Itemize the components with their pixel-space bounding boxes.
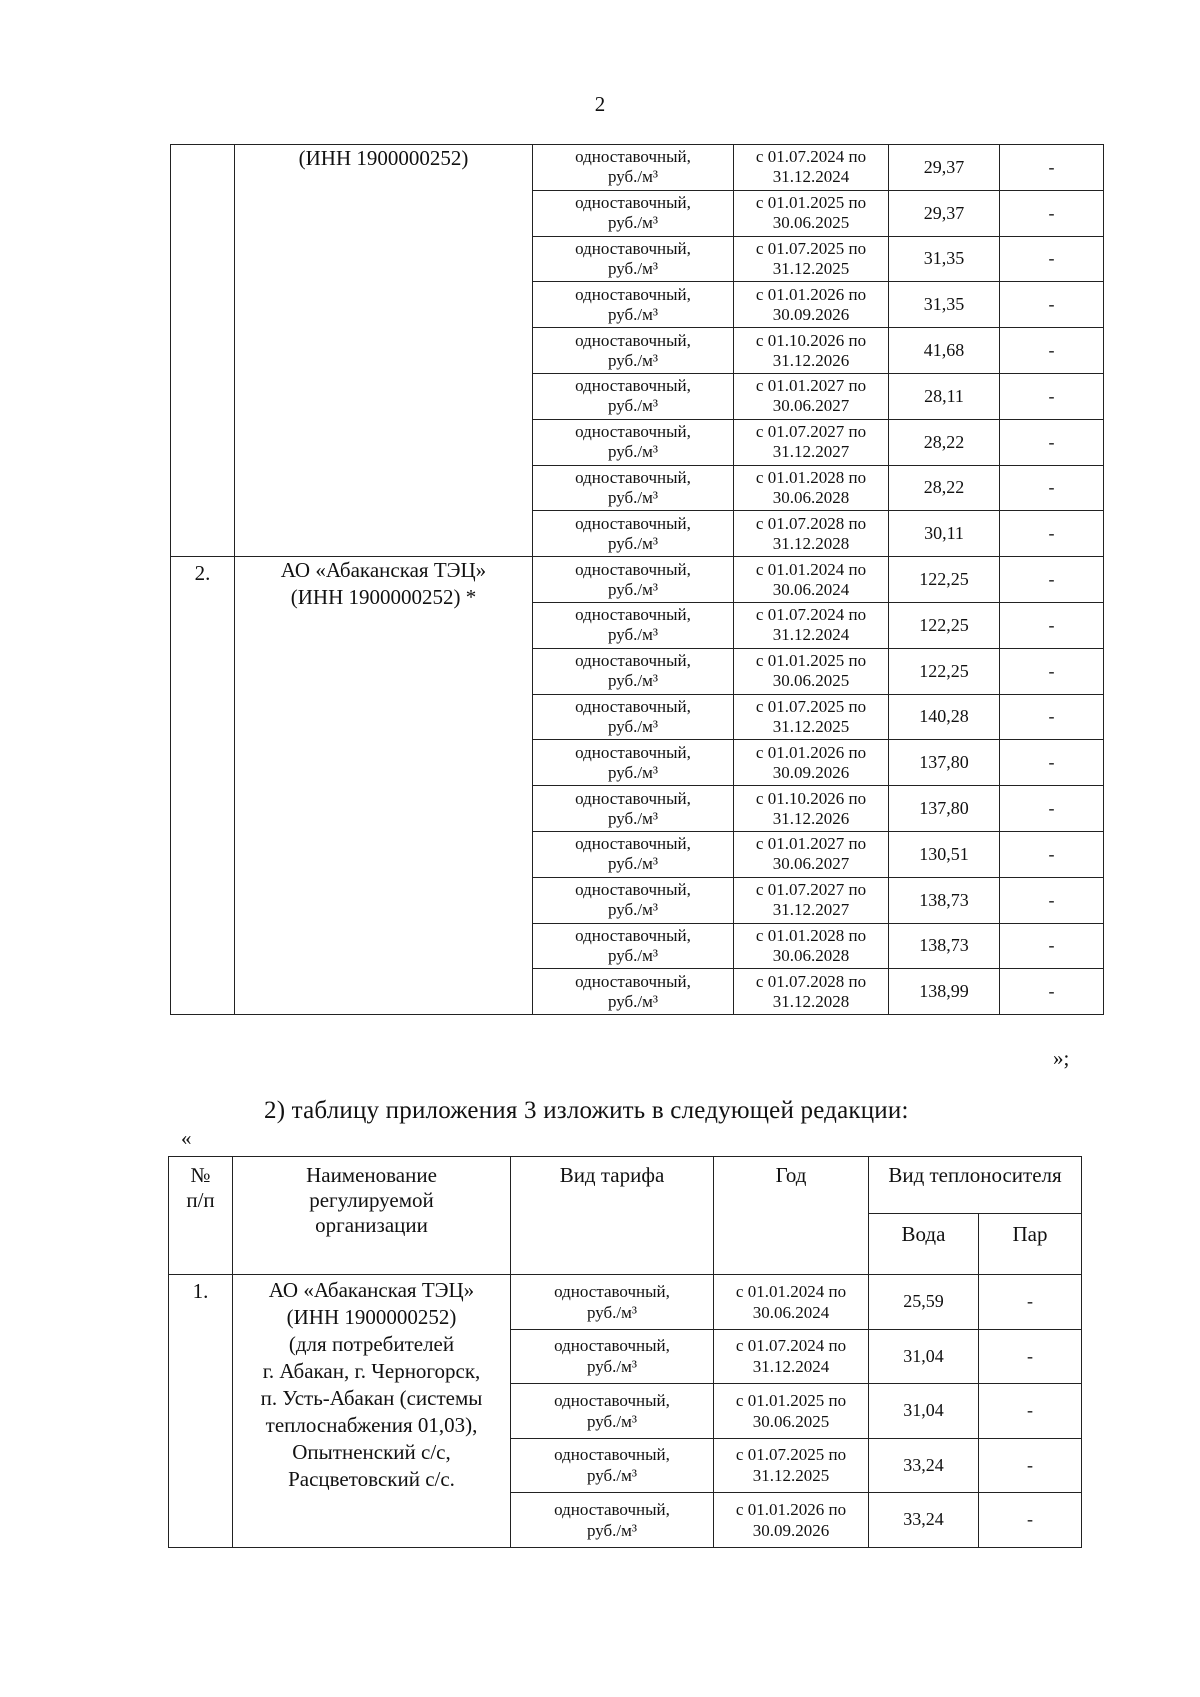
table-row	[171, 557, 1104, 603]
tariff-period	[714, 1329, 869, 1384]
tariff-type	[533, 740, 734, 786]
period-end: 31.12.2026	[772, 808, 850, 828]
steam-tariff: -	[1000, 145, 1104, 191]
tariff-period	[734, 328, 889, 374]
period-start: с 01.01.2024 по	[735, 1281, 847, 1301]
period-start: с 01.01.2028 по	[755, 467, 867, 487]
tariff-type	[533, 282, 734, 328]
tariff-type-text: одноставочный,	[575, 147, 691, 167]
period-end: 30.06.2024	[772, 579, 850, 599]
tariff-unit: руб./м³	[607, 808, 659, 828]
appendix-3-table	[168, 1156, 1082, 1548]
tariff-unit: руб./м³	[607, 625, 659, 645]
period-start: с 01.01.2025 по	[755, 193, 867, 213]
organization-name-line: (ИНН 1900000252)	[286, 1305, 457, 1329]
tariff-period	[714, 1384, 869, 1439]
period-end: 31.12.2024	[772, 625, 850, 645]
tariff-unit: руб./м³	[607, 350, 659, 370]
tariff-period	[734, 465, 889, 511]
period-start: с 01.07.2027 по	[755, 422, 867, 442]
period-start: с 01.10.2026 по	[755, 788, 867, 808]
tariff-period	[714, 1275, 869, 1330]
tariff-unit: руб./м³	[586, 1520, 638, 1540]
tariff-period	[734, 694, 889, 740]
tariff-type	[533, 923, 734, 969]
tariff-type	[533, 877, 734, 923]
steam-tariff: -	[1000, 419, 1104, 465]
steam-tariff: -	[1000, 373, 1104, 419]
tariff-type-text: одноставочный,	[575, 467, 691, 487]
tariff-unit: руб./м³	[586, 1302, 638, 1322]
instruction-text: 2) таблицу приложения 3 изложить в следующей редакции:	[264, 1097, 909, 1124]
tariff-type	[533, 373, 734, 419]
period-end: 31.12.2027	[772, 900, 850, 920]
header-num-line: №	[190, 1163, 211, 1187]
steam-tariff: -	[1000, 786, 1104, 832]
tariff-type-text: одноставочный,	[575, 559, 691, 579]
tariff-type-text: одноставочный,	[575, 330, 691, 350]
tariff-unit: руб./м³	[607, 945, 659, 965]
period-end: 30.06.2028	[772, 487, 850, 507]
closing-quote: »;	[1053, 1046, 1070, 1070]
tariff-unit: руб./м³	[607, 304, 659, 324]
tariff-type	[533, 969, 734, 1015]
tariff-type	[511, 1493, 714, 1548]
tariff-period	[734, 602, 889, 648]
period-start: с 01.01.2026 по	[735, 1499, 847, 1519]
period-start: с 01.07.2025 по	[735, 1445, 847, 1465]
tariff-type	[533, 145, 734, 191]
organization-name-line: г. Абакан, г. Черногорск,	[262, 1359, 481, 1383]
water-tariff: 137,80	[889, 740, 1000, 786]
steam-tariff: -	[979, 1438, 1082, 1493]
tariff-type-text: одноставочный,	[575, 376, 691, 396]
water-tariff: 33,24	[869, 1438, 979, 1493]
water-tariff: 137,80	[889, 786, 1000, 832]
steam-tariff: -	[1000, 969, 1104, 1015]
steam-tariff: -	[1000, 740, 1104, 786]
tariff-period	[734, 969, 889, 1015]
tariff-type	[533, 465, 734, 511]
tariff-type	[533, 786, 734, 832]
tariff-type-text: одноставочный,	[575, 696, 691, 716]
tariff-type	[533, 190, 734, 236]
steam-tariff: -	[1000, 923, 1104, 969]
tariff-unit: руб./м³	[586, 1357, 638, 1377]
steam-tariff: -	[1000, 236, 1104, 282]
water-tariff: 122,25	[889, 648, 1000, 694]
header-steam: Пар	[979, 1214, 1082, 1275]
period-end: 31.12.2025	[772, 716, 850, 736]
tariff-type-text: одноставочный,	[575, 971, 691, 991]
period-end: 30.06.2025	[772, 213, 850, 233]
water-tariff: 29,37	[889, 190, 1000, 236]
tariff-period	[734, 419, 889, 465]
period-start: с 01.07.2027 по	[755, 880, 867, 900]
period-start: с 01.01.2026 по	[755, 284, 867, 304]
row-number	[171, 145, 235, 557]
tariff-type-text: одноставочный,	[575, 788, 691, 808]
header-org-line: организации	[315, 1213, 428, 1237]
tariff-type-text: одноставочный,	[575, 651, 691, 671]
steam-tariff: -	[1000, 602, 1104, 648]
tariff-period	[734, 145, 889, 191]
table-row	[171, 145, 1104, 191]
tariff-type-text: одноставочный,	[575, 422, 691, 442]
tariff-type	[511, 1275, 714, 1330]
tariff-period	[734, 648, 889, 694]
period-end: 30.06.2024	[752, 1302, 830, 1322]
tariff-unit: руб./м³	[607, 716, 659, 736]
organization-name-line: п. Усть-Абакан (системы	[260, 1386, 483, 1410]
tariff-type-text: одноставочный,	[575, 238, 691, 258]
water-tariff: 28,22	[889, 465, 1000, 511]
header-num	[169, 1157, 233, 1275]
period-start: с 01.01.2026 по	[755, 742, 867, 762]
water-tariff: 30,11	[889, 511, 1000, 557]
period-start: с 01.07.2024 по	[735, 1336, 847, 1356]
tariff-unit: руб./м³	[607, 762, 659, 782]
period-start: с 01.07.2024 по	[755, 605, 867, 625]
period-end: 30.09.2026	[752, 1520, 830, 1540]
tariff-type	[511, 1438, 714, 1493]
water-tariff: 138,99	[889, 969, 1000, 1015]
water-tariff: 31,35	[889, 282, 1000, 328]
tariff-type	[533, 648, 734, 694]
tariff-unit: руб./м³	[607, 258, 659, 278]
tariff-type-text: одноставочный,	[554, 1390, 670, 1410]
tariff-type-text: одноставочный,	[554, 1445, 670, 1465]
tariff-type	[533, 557, 734, 603]
water-tariff: 28,11	[889, 373, 1000, 419]
header-heat-carrier: Вид теплоносителя	[869, 1157, 1082, 1214]
tariff-period	[734, 740, 889, 786]
period-end: 31.12.2025	[752, 1466, 830, 1486]
row-number: 1.	[169, 1275, 233, 1548]
period-end: 31.12.2024	[752, 1357, 830, 1377]
water-tariff: 140,28	[889, 694, 1000, 740]
steam-tariff: -	[979, 1329, 1082, 1384]
steam-tariff: -	[1000, 877, 1104, 923]
header-org-line: регулируемой	[309, 1188, 434, 1212]
tariff-unit: руб./м³	[607, 900, 659, 920]
tariff-type	[533, 602, 734, 648]
period-start: с 01.01.2027 по	[755, 376, 867, 396]
tariff-type-text: одноставочный,	[575, 742, 691, 762]
organization-name-line: теплоснабжения 01,03),	[265, 1413, 478, 1437]
water-tariff: 41,68	[889, 328, 1000, 374]
header-water: Вода	[869, 1214, 979, 1275]
tariff-type-text: одноставочный,	[554, 1499, 670, 1519]
period-end: 30.06.2027	[772, 854, 850, 874]
tariff-table-continued	[170, 144, 1104, 1015]
tariff-type	[533, 419, 734, 465]
tariff-unit: руб./м³	[586, 1411, 638, 1431]
tariff-unit: руб./м³	[607, 854, 659, 874]
tariff-type-text: одноставочный,	[575, 513, 691, 533]
steam-tariff: -	[1000, 465, 1104, 511]
tariff-type-text: одноставочный,	[575, 834, 691, 854]
tariff-unit: руб./м³	[607, 396, 659, 416]
tariff-period	[714, 1493, 869, 1548]
header-org-line: Наименование	[306, 1163, 437, 1187]
steam-tariff: -	[1000, 511, 1104, 557]
organization-name	[233, 1275, 511, 1548]
organization-name	[235, 557, 533, 1015]
water-tariff: 138,73	[889, 877, 1000, 923]
steam-tariff: -	[1000, 328, 1104, 374]
steam-tariff: -	[1000, 557, 1104, 603]
tariff-type	[533, 328, 734, 374]
tariff-period	[734, 831, 889, 877]
tariff-unit: руб./м³	[607, 167, 659, 187]
period-start: с 01.07.2025 по	[755, 696, 867, 716]
row-number: 2.	[171, 557, 235, 1015]
organization-name-line: (ИНН 1900000252) *	[290, 585, 477, 610]
organization-name-line: (ИНН 1900000252)	[298, 146, 469, 170]
steam-tariff: -	[1000, 694, 1104, 740]
water-tariff: 33,24	[869, 1493, 979, 1548]
tariff-type	[511, 1329, 714, 1384]
tariff-type-text: одноставочный,	[554, 1281, 670, 1301]
tariff-period	[734, 786, 889, 832]
period-start: с 01.01.2025 по	[755, 651, 867, 671]
steam-tariff: -	[979, 1493, 1082, 1548]
water-tariff: 31,04	[869, 1384, 979, 1439]
period-end: 30.06.2028	[772, 945, 850, 965]
period-end: 30.06.2027	[772, 396, 850, 416]
tariff-period	[734, 282, 889, 328]
period-end: 31.12.2028	[772, 533, 850, 553]
organization-name-line: Опытненский с/с,	[292, 1440, 451, 1464]
period-end: 30.09.2026	[772, 304, 850, 324]
tariff-period	[734, 190, 889, 236]
steam-tariff: -	[1000, 282, 1104, 328]
tariff-unit: руб./м³	[607, 487, 659, 507]
tariff-period	[734, 511, 889, 557]
tariff-type	[511, 1384, 714, 1439]
period-end: 30.06.2025	[772, 671, 850, 691]
organization-name	[235, 145, 533, 557]
organization-name-line: АО «Абаканская ТЭЦ»	[280, 558, 487, 583]
period-end: 30.09.2026	[772, 762, 850, 782]
tariff-type	[533, 831, 734, 877]
period-start: с 01.01.2027 по	[755, 834, 867, 854]
tariff-type-text: одноставочный,	[575, 605, 691, 625]
tariff-unit: руб./м³	[607, 533, 659, 553]
water-tariff: 122,25	[889, 557, 1000, 603]
tariff-type	[533, 236, 734, 282]
header-tariff-type: Вид тарифа	[511, 1157, 714, 1275]
steam-tariff: -	[1000, 648, 1104, 694]
header-num-line: п/п	[186, 1188, 215, 1212]
period-start: с 01.01.2025 по	[735, 1390, 847, 1410]
tariff-period	[734, 373, 889, 419]
period-start: с 01.07.2025 по	[755, 238, 867, 258]
tariff-type-text: одноставочный,	[575, 284, 691, 304]
tariff-unit: руб./м³	[607, 671, 659, 691]
header-org	[233, 1157, 511, 1275]
water-tariff: 28,22	[889, 419, 1000, 465]
period-end: 30.06.2025	[752, 1411, 830, 1431]
tariff-type	[533, 511, 734, 557]
period-start: с 01.01.2024 по	[755, 559, 867, 579]
period-end: 31.12.2024	[772, 167, 850, 187]
water-tariff: 31,35	[889, 236, 1000, 282]
tariff-unit: руб./м³	[607, 442, 659, 462]
steam-tariff: -	[1000, 831, 1104, 877]
organization-name-line: (для потребителей	[288, 1332, 455, 1356]
water-tariff: 130,51	[889, 831, 1000, 877]
water-tariff: 29,37	[889, 145, 1000, 191]
page-number: 2	[594, 92, 606, 116]
tariff-unit: руб./м³	[607, 579, 659, 599]
tariff-type-text: одноставочный,	[575, 193, 691, 213]
header-row	[169, 1157, 1082, 1214]
period-start: с 01.07.2028 по	[755, 971, 867, 991]
steam-tariff: -	[1000, 190, 1104, 236]
tariff-type-text: одноставочный,	[554, 1336, 670, 1356]
organization-name-line: АО «Абаканская ТЭЦ»	[268, 1278, 475, 1302]
tariff-period	[734, 557, 889, 603]
header-year: Год	[714, 1157, 869, 1275]
tariff-type-text: одноставочный,	[575, 880, 691, 900]
tariff-unit: руб./м³	[586, 1466, 638, 1486]
period-start: с 01.01.2028 по	[755, 925, 867, 945]
period-start: с 01.10.2026 по	[755, 330, 867, 350]
tariff-period	[734, 877, 889, 923]
period-end: 31.12.2025	[772, 258, 850, 278]
water-tariff: 122,25	[889, 602, 1000, 648]
tariff-period	[734, 923, 889, 969]
period-start: с 01.07.2024 по	[755, 147, 867, 167]
period-end: 31.12.2026	[772, 350, 850, 370]
steam-tariff: -	[979, 1275, 1082, 1330]
tariff-unit: руб./м³	[607, 991, 659, 1011]
period-end: 31.12.2028	[772, 991, 850, 1011]
tariff-unit: руб./м³	[607, 213, 659, 233]
water-tariff: 138,73	[889, 923, 1000, 969]
tariff-type	[533, 694, 734, 740]
tariff-type-text: одноставочный,	[575, 925, 691, 945]
organization-name-line: Расцветовский с/с.	[288, 1467, 455, 1491]
table-row	[169, 1275, 1082, 1330]
tariff-period	[734, 236, 889, 282]
water-tariff: 25,59	[869, 1275, 979, 1330]
water-tariff: 31,04	[869, 1329, 979, 1384]
period-start: с 01.07.2028 по	[755, 513, 867, 533]
tariff-period	[714, 1438, 869, 1493]
steam-tariff: -	[979, 1384, 1082, 1439]
opening-quote: «	[181, 1126, 192, 1150]
period-end: 31.12.2027	[772, 442, 850, 462]
